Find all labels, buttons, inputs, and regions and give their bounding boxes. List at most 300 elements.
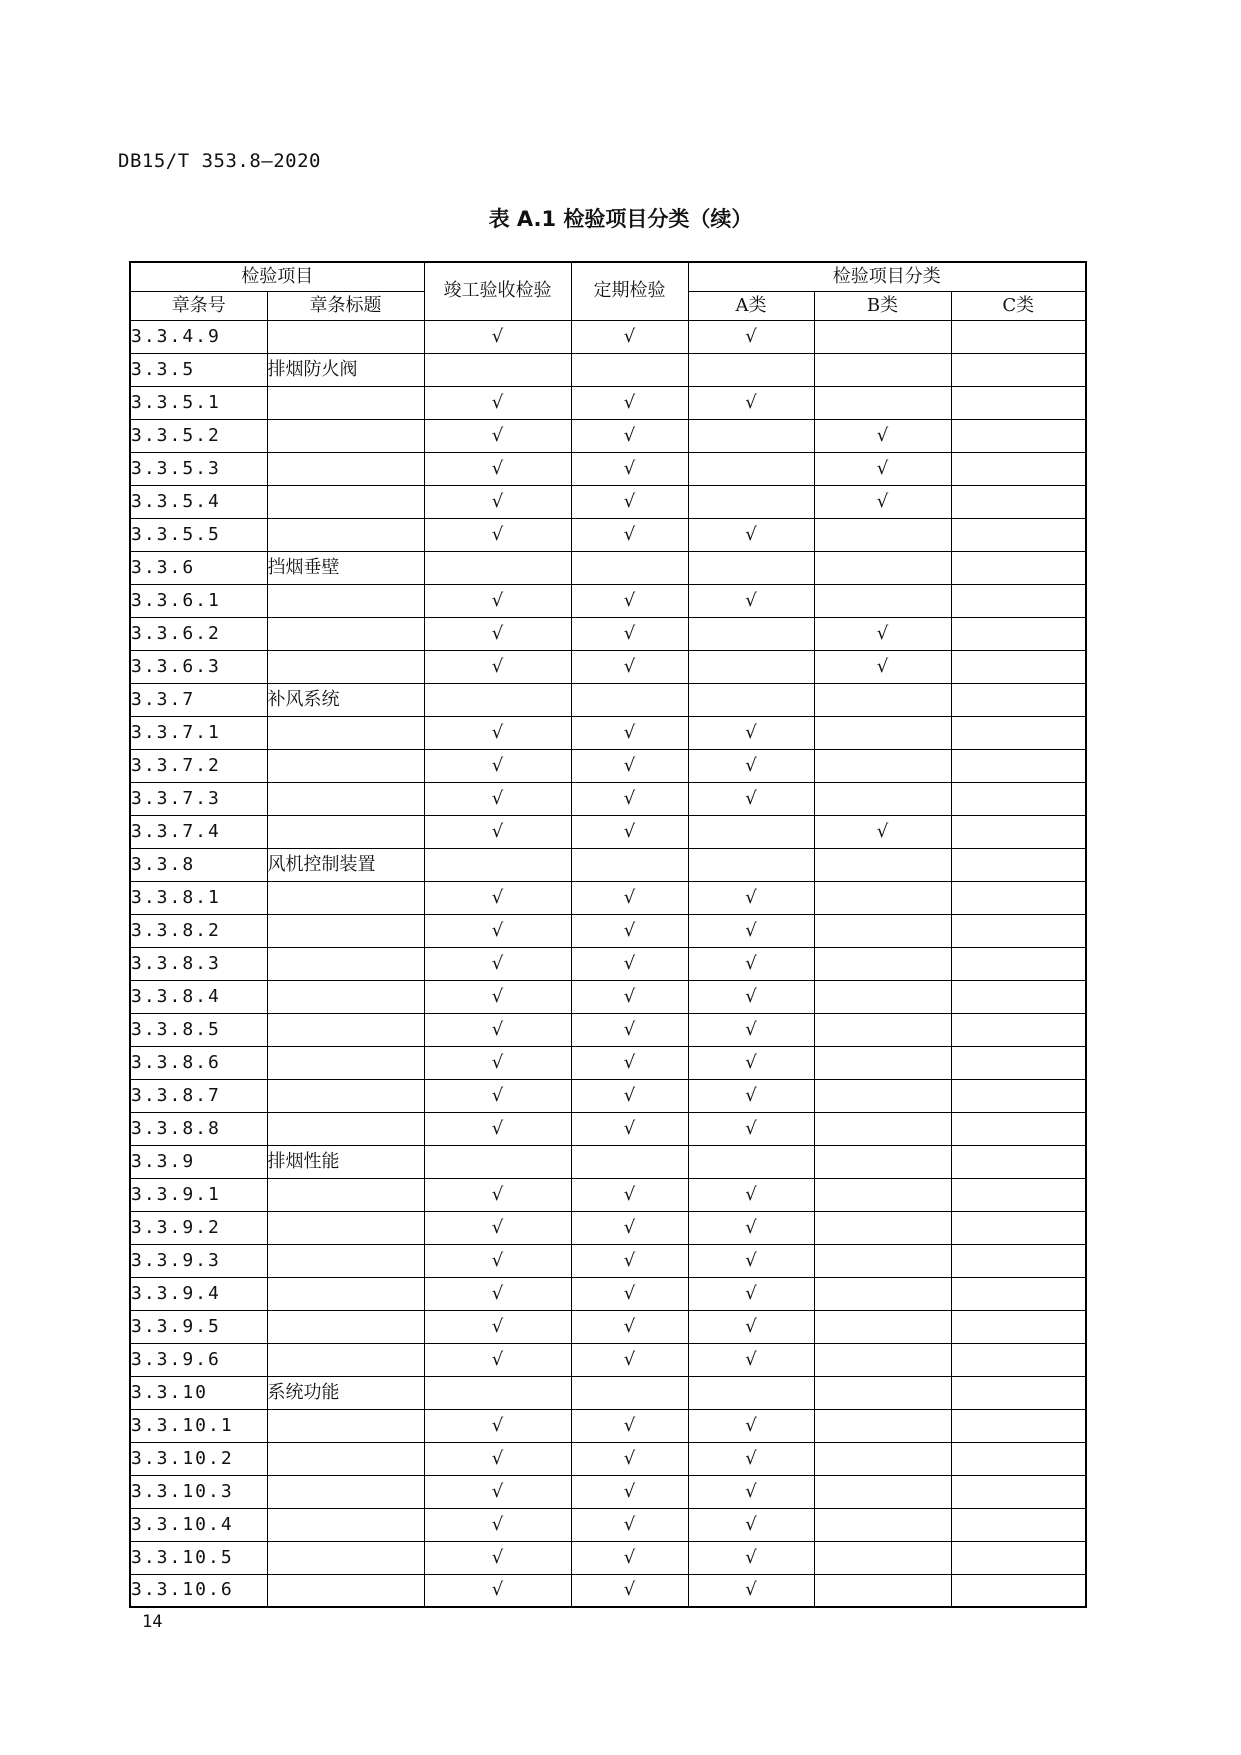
check-cell-a: [688, 1310, 814, 1343]
check-cell-a: [688, 1376, 814, 1409]
chapter-number-cell: 3.3.7.4: [130, 815, 267, 848]
check-cell-periodic: [571, 1343, 688, 1376]
table-row: [130, 1145, 1086, 1178]
check-cell-completion: [424, 485, 571, 518]
check-cell-c: [951, 452, 1086, 485]
chapter-title-cell: [267, 980, 424, 1013]
check-cell-c: [951, 1244, 1086, 1277]
check-mark-icon: √: [491, 457, 504, 479]
check-mark-icon: √: [623, 1249, 636, 1271]
check-cell-b: [814, 353, 951, 386]
check-cell-periodic: [571, 716, 688, 749]
check-cell-b: [814, 947, 951, 980]
check-cell-completion: [424, 1145, 571, 1178]
check-cell-periodic: [571, 1079, 688, 1112]
chapter-number-cell: 3.3.7.2: [130, 749, 267, 782]
check-mark-icon: √: [623, 1084, 636, 1106]
check-cell-a: [688, 650, 814, 683]
check-cell-b: [814, 485, 951, 518]
check-mark-icon: √: [745, 1315, 757, 1337]
check-mark-icon: √: [745, 1447, 757, 1469]
check-cell-b: [814, 617, 951, 650]
table-row: [130, 1343, 1086, 1376]
chapter-title-cell: [267, 1277, 424, 1310]
inspection-classification-table: [129, 261, 1087, 1608]
chapter-number-cell: 3.3.10.6: [130, 1574, 267, 1607]
check-cell-b: [814, 1112, 951, 1145]
table-row: [130, 1508, 1086, 1541]
table-row: [130, 1376, 1086, 1409]
check-mark-icon: √: [745, 391, 757, 413]
check-cell-a: [688, 782, 814, 815]
check-cell-completion: [424, 353, 571, 386]
check-cell-periodic: [571, 419, 688, 452]
check-mark-icon: √: [491, 754, 504, 776]
check-cell-c: [951, 518, 1086, 551]
check-mark-icon: √: [623, 424, 636, 446]
check-mark-icon: √: [491, 1414, 504, 1436]
chapter-title-cell: [267, 1541, 424, 1574]
table-row: [130, 1277, 1086, 1310]
check-cell-completion: [424, 815, 571, 848]
chapter-number-cell: 3.3.5.5: [130, 518, 267, 551]
chapter-number-cell: 3.3.9.2: [130, 1211, 267, 1244]
check-cell-completion: [424, 848, 571, 881]
chapter-title-cell: [267, 320, 424, 353]
check-cell-a: [688, 1178, 814, 1211]
chapter-number-cell: 3.3.6.3: [130, 650, 267, 683]
check-cell-c: [951, 1508, 1086, 1541]
check-cell-a: [688, 518, 814, 551]
chapter-title-cell: [267, 1442, 424, 1475]
chapter-title-cell: [267, 914, 424, 947]
check-mark-icon: √: [491, 985, 504, 1007]
check-mark-icon: √: [745, 1084, 757, 1106]
chapter-number-cell: 3.3.8.3: [130, 947, 267, 980]
check-cell-c: [951, 683, 1086, 716]
chapter-number-cell: 3.3.9.6: [130, 1343, 267, 1376]
check-mark-icon: √: [491, 787, 504, 809]
chapter-title-cell: [267, 947, 424, 980]
check-cell-b: [814, 782, 951, 815]
check-cell-periodic: [571, 650, 688, 683]
check-mark-icon: √: [876, 655, 889, 677]
check-mark-icon: √: [623, 523, 636, 545]
table-row: [130, 452, 1086, 485]
check-cell-completion: [424, 1178, 571, 1211]
check-cell-b: [814, 1310, 951, 1343]
check-cell-c: [951, 1343, 1086, 1376]
table-row: [130, 782, 1086, 815]
check-mark-icon: √: [623, 622, 636, 644]
table-row: [130, 947, 1086, 980]
chapter-title-cell: [267, 1211, 424, 1244]
check-cell-periodic: [571, 1046, 688, 1079]
check-mark-icon: √: [623, 1414, 636, 1436]
check-cell-completion: [424, 716, 571, 749]
table-row: [130, 980, 1086, 1013]
check-cell-b: [814, 914, 951, 947]
check-cell-completion: [424, 782, 571, 815]
chapter-title-cell: [267, 1343, 424, 1376]
check-mark-icon: √: [745, 787, 757, 809]
check-cell-b: [814, 1079, 951, 1112]
check-cell-c: [951, 1475, 1086, 1508]
check-cell-b: [814, 1409, 951, 1442]
check-mark-icon: √: [623, 886, 636, 908]
table-row: [130, 815, 1086, 848]
check-cell-b: [814, 1376, 951, 1409]
table-row: [130, 1442, 1086, 1475]
table-row: [130, 617, 1086, 650]
header-periodic-check: 定期检验: [571, 262, 688, 320]
check-cell-c: [951, 1376, 1086, 1409]
table-row: [130, 1046, 1086, 1079]
check-mark-icon: √: [491, 919, 504, 941]
check-mark-icon: √: [623, 1183, 636, 1205]
table-row: [130, 1541, 1086, 1574]
check-mark-icon: √: [745, 886, 757, 908]
check-cell-c: [951, 386, 1086, 419]
chapter-number-cell: 3.3.10.2: [130, 1442, 267, 1475]
chapter-title-cell: 排烟防火阀: [267, 353, 424, 386]
check-cell-c: [951, 617, 1086, 650]
check-cell-a: [688, 749, 814, 782]
check-mark-icon: √: [491, 1315, 504, 1337]
check-cell-a: [688, 815, 814, 848]
check-cell-periodic: [571, 848, 688, 881]
table-row: [130, 518, 1086, 551]
chapter-number-cell: 3.3.9.5: [130, 1310, 267, 1343]
check-mark-icon: √: [491, 1579, 504, 1601]
table-row: [130, 1244, 1086, 1277]
check-cell-a: [688, 1211, 814, 1244]
check-cell-c: [951, 1277, 1086, 1310]
check-cell-periodic: [571, 1574, 688, 1607]
chapter-number-cell: 3.3.8.1: [130, 881, 267, 914]
check-mark-icon: √: [623, 325, 636, 347]
chapter-number-cell: 3.3.6: [130, 551, 267, 584]
check-cell-c: [951, 320, 1086, 353]
check-cell-a: [688, 848, 814, 881]
check-cell-a: [688, 1541, 814, 1574]
table-title: 表 A.1 检验项目分类（续）: [488, 207, 753, 231]
check-mark-icon: √: [491, 523, 504, 545]
chapter-title-cell: [267, 584, 424, 617]
check-cell-b: [814, 1574, 951, 1607]
header-inspection-item: 检验项目: [130, 262, 424, 291]
check-cell-a: [688, 716, 814, 749]
check-cell-a: [688, 1442, 814, 1475]
chapter-number-cell: 3.3.10.5: [130, 1541, 267, 1574]
check-cell-periodic: [571, 518, 688, 551]
check-cell-a: [688, 485, 814, 518]
check-cell-c: [951, 485, 1086, 518]
check-mark-icon: √: [623, 655, 636, 677]
check-cell-completion: [424, 1508, 571, 1541]
chapter-title-cell: [267, 1112, 424, 1145]
table-row: [130, 320, 1086, 353]
check-cell-a: [688, 1145, 814, 1178]
chapter-number-cell: 3.3.6.1: [130, 584, 267, 617]
chapter-number-cell: 3.3.8: [130, 848, 267, 881]
check-cell-periodic: [571, 815, 688, 848]
check-cell-periodic: [571, 1475, 688, 1508]
chapter-title-cell: [267, 1178, 424, 1211]
check-mark-icon: √: [491, 1546, 504, 1568]
check-mark-icon: √: [745, 1018, 757, 1040]
check-cell-b: [814, 1244, 951, 1277]
check-mark-icon: √: [745, 1348, 757, 1370]
check-cell-c: [951, 947, 1086, 980]
check-cell-b: [814, 1013, 951, 1046]
check-cell-c: [951, 1145, 1086, 1178]
check-cell-b: [814, 551, 951, 584]
check-mark-icon: √: [623, 1546, 636, 1568]
table-row: [130, 716, 1086, 749]
check-mark-icon: √: [623, 754, 636, 776]
check-mark-icon: √: [745, 1579, 757, 1601]
check-cell-c: [951, 980, 1086, 1013]
table-row: [130, 1475, 1086, 1508]
table-row: [130, 584, 1086, 617]
check-cell-b: [814, 980, 951, 1013]
chapter-title-cell: [267, 485, 424, 518]
check-cell-completion: [424, 518, 571, 551]
check-cell-b: [814, 716, 951, 749]
chapter-title-cell: [267, 1508, 424, 1541]
check-mark-icon: √: [491, 820, 504, 842]
check-cell-completion: [424, 881, 571, 914]
check-cell-b: [814, 749, 951, 782]
check-mark-icon: √: [491, 589, 504, 611]
chapter-number-cell: 3.3.8.5: [130, 1013, 267, 1046]
chapter-number-cell: 3.3.5.1: [130, 386, 267, 419]
check-cell-periodic: [571, 1541, 688, 1574]
check-mark-icon: √: [623, 1315, 636, 1337]
check-cell-c: [951, 1211, 1086, 1244]
check-cell-periodic: [571, 1508, 688, 1541]
table-row: [130, 1409, 1086, 1442]
check-cell-periodic: [571, 1211, 688, 1244]
check-mark-icon: √: [623, 1117, 636, 1139]
check-cell-periodic: [571, 551, 688, 584]
check-cell-periodic: [571, 782, 688, 815]
check-cell-c: [951, 881, 1086, 914]
check-mark-icon: √: [745, 1480, 757, 1502]
check-cell-c: [951, 1541, 1086, 1574]
check-cell-periodic: [571, 353, 688, 386]
table-row: [130, 1574, 1086, 1607]
check-mark-icon: √: [491, 1282, 504, 1304]
check-mark-icon: √: [491, 1117, 504, 1139]
check-cell-periodic: [571, 1244, 688, 1277]
check-mark-icon: √: [491, 1051, 504, 1073]
check-mark-icon: √: [623, 589, 636, 611]
check-cell-a: [688, 386, 814, 419]
check-mark-icon: √: [745, 1216, 757, 1238]
check-cell-completion: [424, 320, 571, 353]
check-cell-completion: [424, 1244, 571, 1277]
check-cell-a: [688, 320, 814, 353]
table-row: [130, 353, 1086, 386]
check-mark-icon: √: [745, 1414, 757, 1436]
check-cell-c: [951, 716, 1086, 749]
check-cell-a: [688, 1343, 814, 1376]
check-cell-a: [688, 452, 814, 485]
check-cell-completion: [424, 1310, 571, 1343]
check-cell-periodic: [571, 386, 688, 419]
header-chapter-no: 章条号: [130, 291, 267, 320]
check-cell-completion: [424, 749, 571, 782]
check-cell-c: [951, 1310, 1086, 1343]
check-cell-c: [951, 749, 1086, 782]
chapter-number-cell: 3.3.5.4: [130, 485, 267, 518]
check-cell-completion: [424, 452, 571, 485]
chapter-title-cell: [267, 1409, 424, 1442]
check-mark-icon: √: [745, 721, 757, 743]
table-row: [130, 749, 1086, 782]
check-mark-icon: √: [623, 1348, 636, 1370]
check-cell-completion: [424, 1574, 571, 1607]
table-row: [130, 419, 1086, 452]
chapter-number-cell: 3.3.5.2: [130, 419, 267, 452]
table-row: [130, 1112, 1086, 1145]
table-row: [130, 1079, 1086, 1112]
check-cell-completion: [424, 584, 571, 617]
chapter-number-cell: 3.3.10.4: [130, 1508, 267, 1541]
check-mark-icon: √: [491, 1480, 504, 1502]
check-mark-icon: √: [623, 820, 636, 842]
check-cell-b: [814, 1211, 951, 1244]
check-cell-b: [814, 452, 951, 485]
check-mark-icon: √: [623, 1018, 636, 1040]
check-cell-completion: [424, 551, 571, 584]
header-category-a: A类: [688, 291, 814, 320]
chapter-title-cell: [267, 749, 424, 782]
check-cell-c: [951, 1178, 1086, 1211]
check-mark-icon: √: [876, 457, 889, 479]
check-cell-c: [951, 1046, 1086, 1079]
chapter-number-cell: 3.3.9.3: [130, 1244, 267, 1277]
check-cell-completion: [424, 914, 571, 947]
chapter-number-cell: 3.3.9: [130, 1145, 267, 1178]
check-mark-icon: √: [745, 1546, 757, 1568]
chapter-title-cell: [267, 1244, 424, 1277]
chapter-title-cell: [267, 782, 424, 815]
check-cell-periodic: [571, 1376, 688, 1409]
check-mark-icon: √: [491, 952, 504, 974]
check-cell-a: [688, 1013, 814, 1046]
chapter-number-cell: 3.3.9.4: [130, 1277, 267, 1310]
check-cell-b: [814, 419, 951, 452]
table-row: [130, 848, 1086, 881]
check-cell-periodic: [571, 914, 688, 947]
chapter-title-cell: 补风系统: [267, 683, 424, 716]
chapter-title-cell: [267, 881, 424, 914]
chapter-number-cell: 3.3.8.8: [130, 1112, 267, 1145]
check-mark-icon: √: [745, 1183, 757, 1205]
check-cell-periodic: [571, 320, 688, 353]
chapter-number-cell: 3.3.8.6: [130, 1046, 267, 1079]
check-cell-completion: [424, 1442, 571, 1475]
check-mark-icon: √: [623, 490, 636, 512]
check-cell-c: [951, 1079, 1086, 1112]
check-cell-a: [688, 1244, 814, 1277]
check-cell-periodic: [571, 947, 688, 980]
chapter-title-cell: [267, 1046, 424, 1079]
chapter-number-cell: 3.3.10: [130, 1376, 267, 1409]
check-mark-icon: √: [491, 1018, 504, 1040]
check-cell-b: [814, 1475, 951, 1508]
check-cell-periodic: [571, 1145, 688, 1178]
chapter-title-cell: [267, 815, 424, 848]
chapter-number-cell: 3.3.9.1: [130, 1178, 267, 1211]
check-cell-b: [814, 1178, 951, 1211]
check-mark-icon: √: [491, 721, 504, 743]
chapter-title-cell: [267, 386, 424, 419]
check-cell-a: [688, 1574, 814, 1607]
check-cell-a: [688, 584, 814, 617]
check-mark-icon: √: [623, 391, 636, 413]
check-cell-c: [951, 1013, 1086, 1046]
check-mark-icon: √: [745, 1051, 757, 1073]
check-mark-icon: √: [623, 1513, 636, 1535]
check-cell-b: [814, 518, 951, 551]
check-cell-b: [814, 1508, 951, 1541]
check-cell-c: [951, 914, 1086, 947]
check-cell-c: [951, 1409, 1086, 1442]
check-cell-b: [814, 683, 951, 716]
check-cell-c: [951, 1442, 1086, 1475]
check-cell-completion: [424, 1475, 571, 1508]
check-mark-icon: √: [876, 490, 889, 512]
chapter-number-cell: 3.3.8.4: [130, 980, 267, 1013]
check-cell-b: [814, 584, 951, 617]
chapter-number-cell: 3.3.8.7: [130, 1079, 267, 1112]
chapter-title-cell: [267, 1574, 424, 1607]
check-cell-a: [688, 419, 814, 452]
check-mark-icon: √: [623, 952, 636, 974]
table-row: [130, 881, 1086, 914]
check-cell-a: [688, 881, 814, 914]
check-cell-c: [951, 815, 1086, 848]
check-mark-icon: √: [623, 787, 636, 809]
check-cell-c: [951, 584, 1086, 617]
check-cell-completion: [424, 1211, 571, 1244]
page-number: 14: [142, 1612, 163, 1632]
check-cell-periodic: [571, 1112, 688, 1145]
check-cell-a: [688, 1079, 814, 1112]
check-mark-icon: √: [745, 1282, 757, 1304]
check-mark-icon: √: [745, 919, 757, 941]
check-cell-periodic: [571, 584, 688, 617]
check-mark-icon: √: [491, 1348, 504, 1370]
table-row: [130, 485, 1086, 518]
check-mark-icon: √: [745, 523, 757, 545]
header-item-category: 检验项目分类: [688, 262, 1086, 291]
chapter-number-cell: 3.3.8.2: [130, 914, 267, 947]
check-cell-periodic: [571, 980, 688, 1013]
check-cell-c: [951, 1574, 1086, 1607]
check-cell-periodic: [571, 452, 688, 485]
check-mark-icon: √: [491, 1084, 504, 1106]
check-cell-c: [951, 848, 1086, 881]
check-cell-completion: [424, 1541, 571, 1574]
chapter-title-cell: [267, 1079, 424, 1112]
check-cell-a: [688, 617, 814, 650]
check-mark-icon: √: [745, 754, 757, 776]
